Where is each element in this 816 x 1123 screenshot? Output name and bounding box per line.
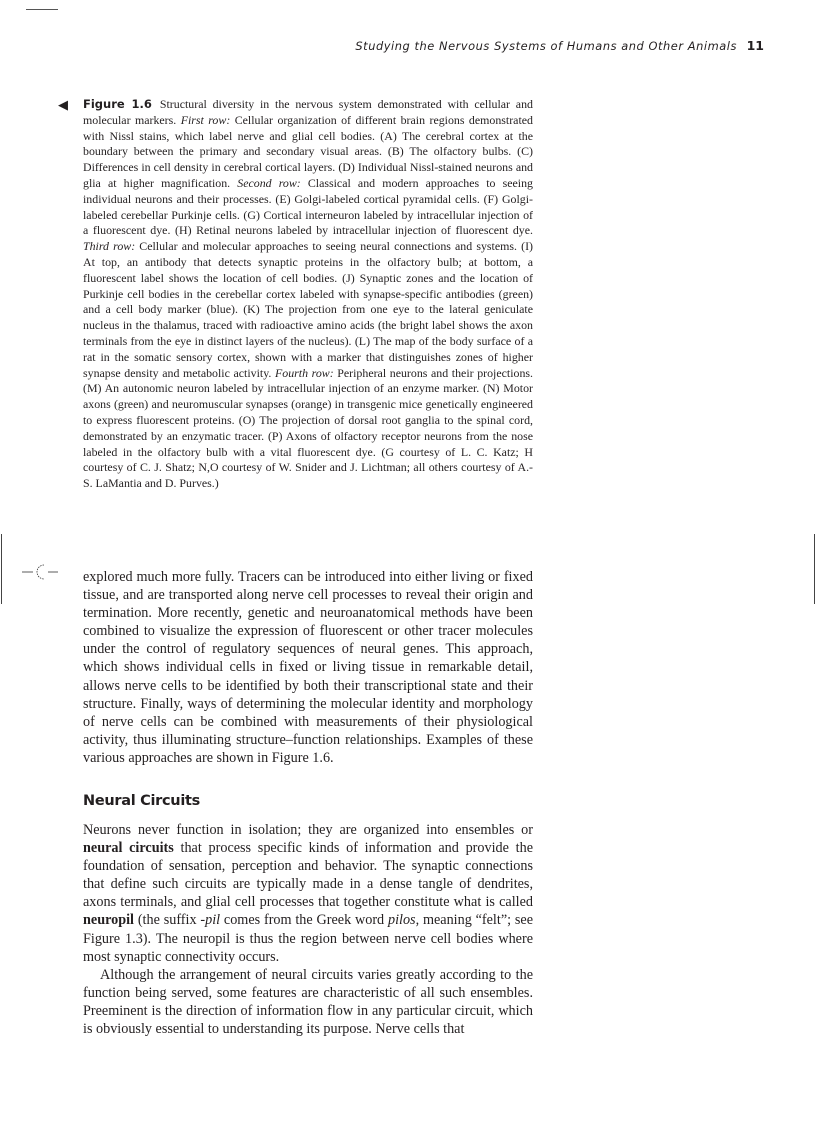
text-run: Cellular organization of different brain regions demonstrated with Nissl stains, which label nerve and glial cell bodies. (A) The cerebral cortex at the boundary between the primary and secondary visual areas. (B) The olfactory bulbs. (C) Differences in cell density in cerebral cortical layers. (D) Individual Nissl-stained neurons and glia at higher magnification.	[83, 112, 533, 190]
margin-rule-left	[1, 534, 2, 604]
italic-text: pil	[205, 912, 221, 929]
text-run: Neurons never function in isolation; they are organized into ensembles or	[83, 822, 533, 838]
italic-text: Third row:	[83, 239, 136, 254]
italic-text: pilos	[387, 912, 416, 929]
running-head	[355, 38, 764, 53]
bold-term: neuropil	[83, 912, 134, 929]
figure-label: Figure 1.6	[83, 97, 152, 111]
text-run: , meaning “felt”; see Figure 1.3). The neuropil is thus the region between nerve cell bodies where most synaptic connectivity occurs.	[83, 912, 533, 965]
text-run: Structural diversity in the nervous system demonstrated with cellular and molecular markers.	[83, 97, 533, 127]
text-run: comes from the Greek word	[220, 912, 388, 929]
section-heading: Neural Circuits	[83, 793, 200, 809]
text-run: Cellular and molecular approaches to seeing neural connections and systems. (I) At top, an antibody that detects synaptic proteins in the olfactory bulb; at bottom, a fluorescent label shows the location of cell bodies. (J) Synaptic zones and the location of Purkinje cell bodies in the cerebellar cortex labeled with synapse-specific antibodies (green) and a cell body marker (blue). (K) The projection from one eye to the lateral geniculate nucleus in the thalamus, traced with radioactive amino acids (the bright label shows the axon terminals from the eye in distinct layers of the nucleus). (L) The map of the body surface of a rat in the somatic sensory cortex, shown with a marker that distinguishes zones of higher synapse density and metabolic activity.	[83, 239, 533, 380]
text-run: that process specific kinds of information and provide the foundation of sensation, perception and behavior. The synaptic connections that define such circuits are typically made in a dense tangle of dendrites, axons terminals, and glial cell processes that together constitute what is called	[83, 840, 533, 911]
italic-text: First row:	[180, 112, 231, 127]
caption-pointer-icon: ◀	[58, 98, 68, 113]
text-run: Classical and modern approaches to seeing individual neurons and their processes. (E) Golgi-labeled cortical pyramidal cells. (F) Golgi-labeled cerebellar Purkinje cells. (G) Cortical interneuron labeled by intracellular injection of a fluorescent dye. (H) Retinal neurons labeled by intracellular injection of fluorescent dye.	[83, 175, 533, 238]
text-run: (the suffix -	[134, 912, 206, 929]
figure-caption	[58, 97, 533, 492]
text-run: explored much more fully. Tracers can be introduced into either living or fixed tissue, and are transported along nerve cell processes to reveal their origin and termination. More recently, genetic and neuroanatomical methods have been combined to visualize the expression of fluorescent or other tracer molecules under the control of regulatory sequences of neural genes. This approach, which shows individual cells in fixed or living tissue in remarkable detail, allows nerve cells to be identified by both their transcriptional state and their structure. Finally, ways of determining the molecular identity and morphology of nerve cells can be combined with measurements of their physiological activity, thus illuminating structure–function relationships. Examples of these various approaches are shown in Figure 1.6.	[83, 569, 533, 766]
italic-text: Second row:	[237, 175, 301, 190]
page-number: 11	[746, 38, 764, 53]
paragraph-text	[83, 821, 533, 966]
running-head-title: Studying the Nervous Systems of Humans and Other Animals	[355, 39, 737, 53]
body-paragraph	[83, 568, 533, 767]
italic-text: Fourth row:	[274, 365, 334, 380]
paragraph-text	[83, 568, 533, 767]
section-body	[83, 821, 533, 1038]
text-run: Although the arrangement of neural circuits varies greatly according to the function being served, some features are characteristic of all such ensembles. Preeminent is the direction of information flow in any particular circuit, which is obviously essential to understanding its purpose. Nerve cells that	[83, 966, 533, 1038]
registration-mark-icon	[22, 562, 64, 582]
paragraph-text	[83, 966, 533, 1038]
margin-rule-right	[814, 534, 815, 604]
text-run: Peripheral neurons and their projections. (M) An autonomic neuron labeled by intracellular injection of an enzyme marker. (N) Motor axons (green) and neuromuscular synapses (orange) in transgenic mice genetically engineered to express fluorescent proteins. (O) The projection of dorsal root ganglia to the spinal cord, demonstrated by an enzymatic tracer. (P) Axons of olfactory receptor neurons from the nose labeled in the olfactory bulb with a vital fluorescent dye. (G courtesy of L. C. Katz; H courtesy of C. J. Shatz; N,O courtesy of W. Snider and J. Lichtman; all others courtesy of A.-S. LaMantia and D. Purves.)	[83, 365, 533, 491]
crop-mark-top	[26, 9, 58, 10]
bold-term: neural circuits	[83, 840, 174, 857]
caption-text	[83, 97, 533, 490]
